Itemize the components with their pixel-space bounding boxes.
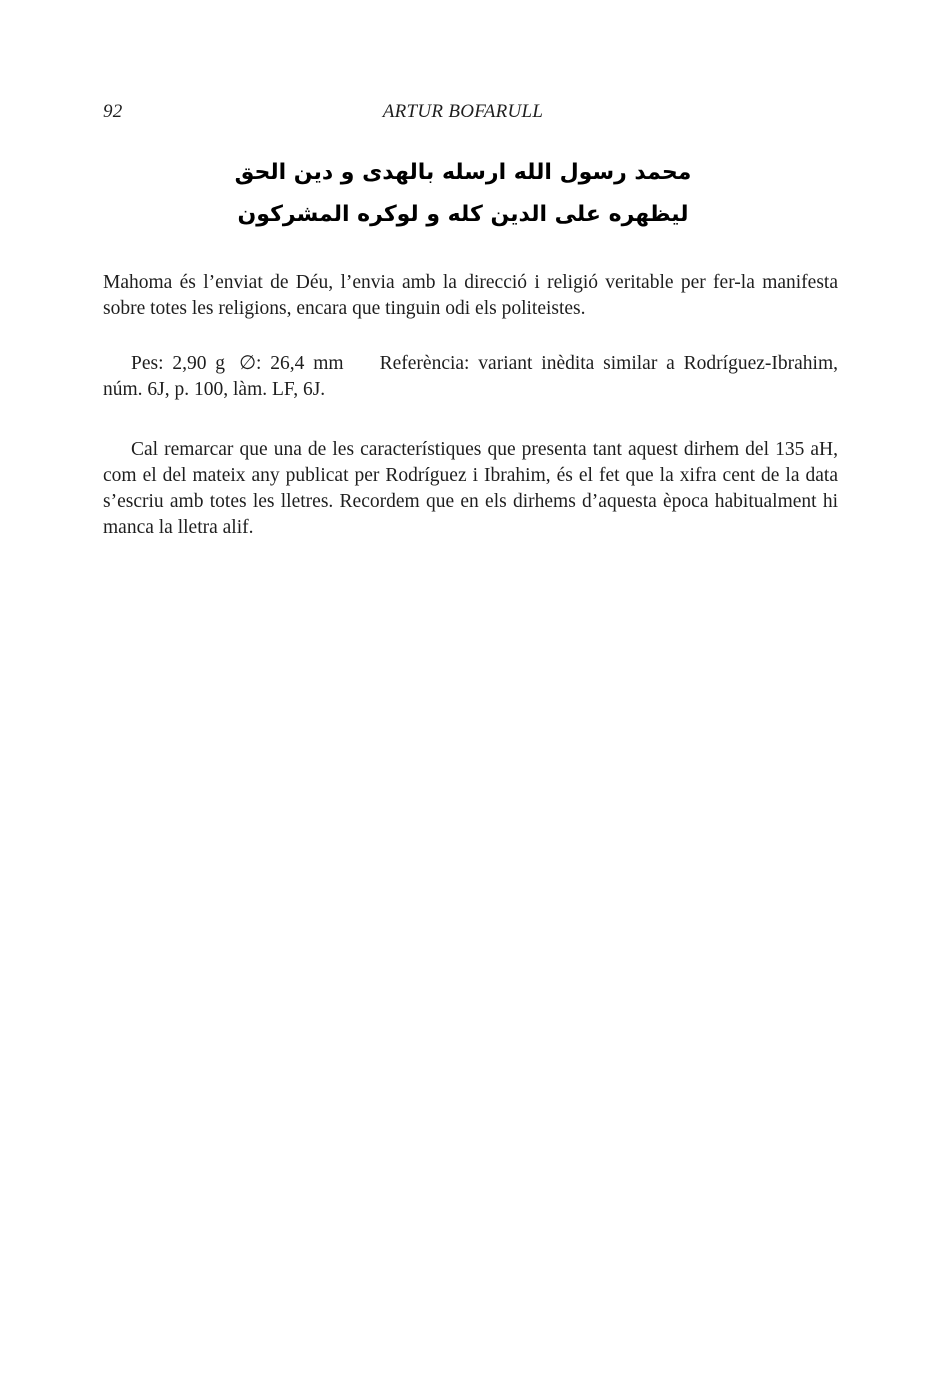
diameter-value: ∅: 26,4 mm: [239, 353, 344, 374]
weight-value: Pes: 2,90 g: [131, 353, 226, 374]
reference-text: Referència: variant inèdita similar a Rodríguez-Ibrahim, núm. 6J, p. 100, làm. LF, 6J.: [103, 353, 838, 400]
commentary-paragraph: [103, 437, 838, 541]
running-header: ARTUR BOFARULL: [382, 101, 544, 122]
arabic-legend-line: محمد رسول الله ارسله بالهدى و دين الحق: [234, 160, 692, 185]
translation-paragraph: Mahoma és l’enviat de Déu, l’envia amb la direcció i religió veritable per fer-la manifesta sobre totes les religions, encara que tinguin odi els politeistes.: [103, 272, 838, 319]
arabic-legend: [180, 152, 746, 236]
page-number: 92: [103, 101, 123, 122]
specs-paragraph: [103, 351, 838, 403]
arabic-legend-line: ليظهره على الدين كله و لوكره المشركون: [237, 202, 689, 227]
commentary-text: Cal remarcar que una de les característiques que presenta tant aquest dirhem del 135 aH, com el del mateix any publicat per Rodríguez i Ibrahim, és el fet que la xifra cent de la data s’escriu amb totes les lletres. Recordem que en els dirhems d’aquesta època habitualment hi manca la lletra alif.: [103, 439, 838, 538]
